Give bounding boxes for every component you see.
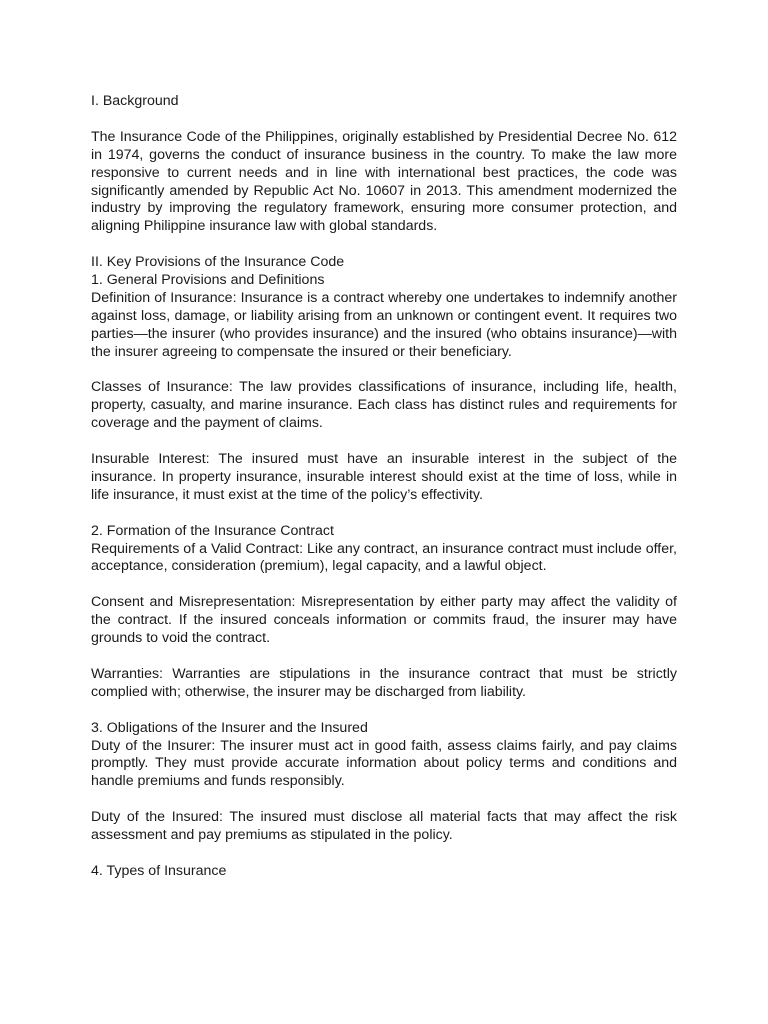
subheading-formation-of-contract: 2. Formation of the Insurance Contract <box>91 522 334 539</box>
paragraph-warranties: Warranties: Warranties are stipulations in the insurance contract that must be strictly complied with; otherwise, the insurer may be discharged from liability. <box>91 665 677 700</box>
background-paragraph: The Insurance Code of the Philippines, originally established by Presidential Decree No. 612 in 1974, governs the conduct of insurance business in the country. To make the law more responsive to current needs and in line with international best practices, the code was significantly amended by Republic Act No. 10607 in 2013. This amendment modernized the industry by improving the regulatory framework, ensuring more consumer protection, and aligning Philippine insurance law with global standards. <box>91 128 677 235</box>
subheading-types-of-insurance: 4. Types of Insurance <box>91 862 227 879</box>
spacer <box>91 648 677 666</box>
subheading-obligations: 3. Obligations of the Insurer and the Insured <box>91 719 368 736</box>
spacer <box>91 111 677 129</box>
document-page <box>91 93 677 881</box>
spacer <box>91 576 677 594</box>
paragraph-definition-of-insurance: Definition of Insurance: Insurance is a contract whereby one undertakes to indemnify another against loss, damage, or liability arising from an unknown or contingent event. It requires two parties—the insurer (who provides insurance) and the insured (who obtains insurance)—with the insurer agreeing to compensate the insured or their beneficiary. <box>91 289 677 360</box>
paragraph-consent-misrepresentation: Consent and Misrepresentation: Misrepresentation by either party may affect the validity of the contract. If the insured conceals information or commits fraud, the insurer may have grounds to void the contract. <box>91 594 677 647</box>
spacer <box>91 505 677 523</box>
subheading-general-provisions: 1. General Provisions and Definitions <box>91 272 325 289</box>
spacer <box>91 433 677 451</box>
spacer <box>91 791 677 809</box>
spacer <box>91 362 677 380</box>
section-heading-key-provisions: II. Key Provisions of the Insurance Code <box>91 254 345 271</box>
paragraph-classes-of-insurance: Classes of Insurance: The law provides classifications of insurance, including life, health, property, casualty, and marine insurance. Each class has distinct rules and requirements for coverage and the payment of claims. <box>91 379 677 432</box>
paragraph-duty-of-insurer: Duty of the Insurer: The insurer must act in good faith, assess claims fairly, and pay claims promptly. They must provide accurate information about policy terms and conditions and handle premiums and funds responsibly. <box>91 737 677 790</box>
paragraph-valid-contract-requirements: Requirements of a Valid Contract: Like any contract, an insurance contract must include offer, acceptance, consideration (premium), legal capacity, and a lawful object. <box>91 540 677 575</box>
paragraph-insurable-interest: Insurable Interest: The insured must have an insurable interest in the subject of the insurance. In property insurance, insurable interest should exist at the time of loss, while in life insurance, it must exist at the time of the policy’s effectivity. <box>91 451 677 503</box>
spacer <box>91 845 677 863</box>
paragraph-duty-of-insured: Duty of the Insured: The insured must disclose all material facts that may affect the risk assessment and pay premiums as stipulated in the policy. <box>91 809 677 844</box>
spacer <box>91 236 677 254</box>
spacer <box>91 702 677 720</box>
section-heading-background: I. Background <box>91 93 179 109</box>
